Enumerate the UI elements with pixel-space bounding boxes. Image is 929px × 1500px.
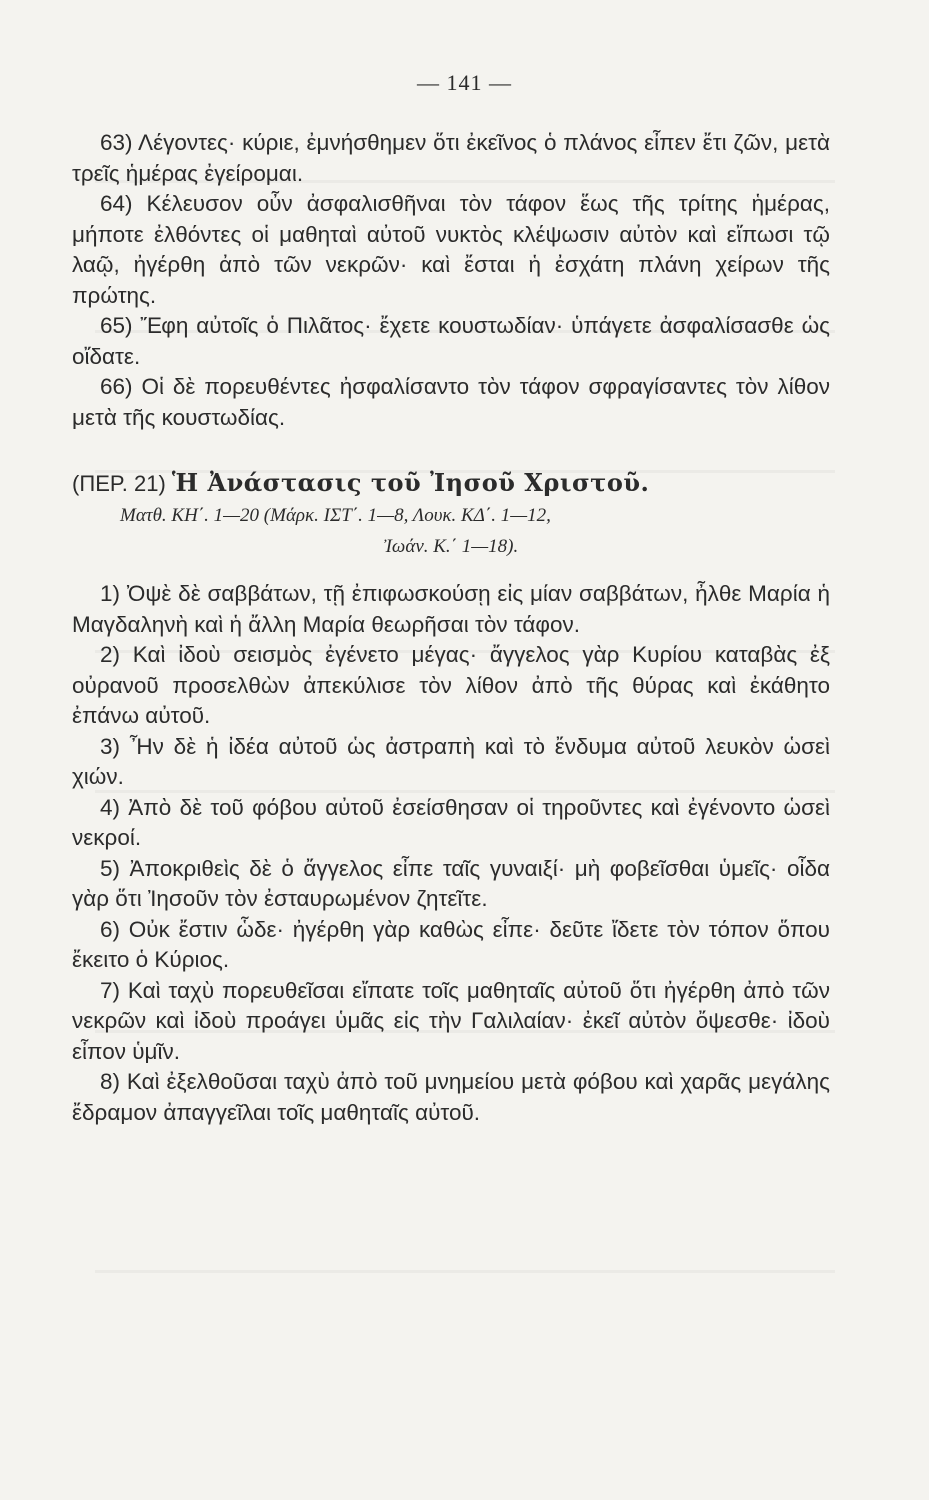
- page-number: — 141 —: [417, 70, 512, 95]
- chapter-citation-line-2: Ἰωάν. Κ.΄ 1—18).: [383, 536, 519, 557]
- verse-6: 6) Οὐκ ἔστιν ὧδε· ἠγέρθη γὰρ καθὼς εἶπε· δεῦτε ἴδετε τὸν τόπον ὅπου ἔκειτο ὁ Κύριος.: [72, 916, 830, 972]
- verse-2: 2) Καὶ ἰδοὺ σεισμὸς ἐγένετο μέγας· ἄγγελος γὰρ Κυρίου καταβὰς ἐξ οὐρανοῦ προσελθὼν ἀπεκύλισε τὸν λίθον ἀπὸ τῆς θύρας καὶ ἐκάθητο ἐπάνω αὐτοῦ.: [72, 642, 830, 728]
- chapter-heading: [72, 466, 830, 501]
- chapter-ref: (ΠΕΡ. 21): [72, 471, 166, 496]
- verse-1: 1) Ὀψὲ δὲ σαββάτων, τῇ ἐπιφωσκούσῃ εἰς μίαν σαββάτων, ἦλθε Μαρία ἡ Μαγδαληνὴ καὶ ἡ ἄλλη Μαρία θεωρῆσαι τὸν τάφον.: [72, 581, 830, 637]
- verse-63: 63) Λέγοντες· κύριε, ἐμνήσθημεν ὅτι ἐκεῖνος ὁ πλάνος εἶπεν ἔτι ζῶν, μετὰ τρεῖς ἡμέρας ἐγείρομαι.: [72, 130, 830, 186]
- verse-66: 66) Οἱ δὲ πορευθέντες ἠσφαλίσαντο τὸν τάφον σφραγίσαντες τὸν λίθον μετὰ τῆς κουστωδίας.: [72, 374, 830, 430]
- verse-4: 4) Ἀπὸ δὲ τοῦ φόβου αὐτοῦ ἐσείσθησαν οἱ τηροῦντες καὶ ἐγένοντο ὡσεὶ νεκροί.: [72, 794, 830, 850]
- verse-3: 3) Ἦν δὲ ἡ ἰδέα αὐτοῦ ὡς ἀστραπὴ καὶ τὸ ἔνδυμα αὐτοῦ λευκὸν ὡσεὶ χιών.: [72, 733, 830, 789]
- verse-64: 64) Κέλευσον οὖν ἀσφαλισθῆναι τὸν τάφον ἕως τῆς τρίτης ἡμέρας, μήποτε ἐλθόντες οἱ μαθηταὶ αὐτοῦ νυκτὸς κλέψωσιν αὐτὸν καὶ εἴπωσι τῷ λαῷ, ἠγέρθη ἀπὸ τῶν νεκρῶν· καὶ ἔσται ἡ ἐσχάτη πλάνη χείρων τῆς πρώτης.: [72, 191, 830, 308]
- verse-5: 5) Ἀποκριθεὶς δὲ ὁ ἄγγελος εἶπε ταῖς γυναιξί· μὴ φοβεῖσθαι ὑμεῖς· οἶδα γὰρ ὅτι Ἰησοῦν τὸν ἐσταυρωμένον ζητεῖτε.: [72, 855, 830, 911]
- verse-8: 8) Καὶ ἐξελθοῦσαι ταχὺ ἀπὸ τοῦ μνημείου μετὰ φόβου καὶ χαρᾶς μεγάλης ἔδραμον ἀπαγγεῖλαι τοῖς μαθηταῖς αὐτοῦ.: [72, 1069, 830, 1125]
- verse-65: 65) Ἔφη αὐτοῖς ὁ Πιλᾶτος· ἔχετε κουστωδίαν· ὑπάγετε ἀσφαλίσασθε ὡς οἴδατε.: [72, 313, 830, 369]
- chapter-citation-line-1: Ματθ. ΚΗ΄. 1—20 (Μάρκ. ΙΣΤ΄. 1—8, Λουκ. ΚΔ΄. 1—12,: [120, 505, 551, 526]
- chapter-title: Ἡ Ἀνάστασις τοῦ Ἰησοῦ Χριστοῦ.: [171, 468, 650, 497]
- page-body: [72, 128, 830, 1128]
- verse-7: 7) Καὶ ταχὺ πορευθεῖσαι εἴπατε τοῖς μαθηταῖς αὐτοῦ ὅτι ἠγέρθη ἀπὸ τῶν νεκρῶν καὶ ἰδοὺ προάγει ὑμᾶς εἰς τὴν Γαλιλαίαν· ἐκεῖ αὐτὸν ὄψεσθε· ἰδοὺ εἶπον ὑμῖν.: [72, 977, 830, 1064]
